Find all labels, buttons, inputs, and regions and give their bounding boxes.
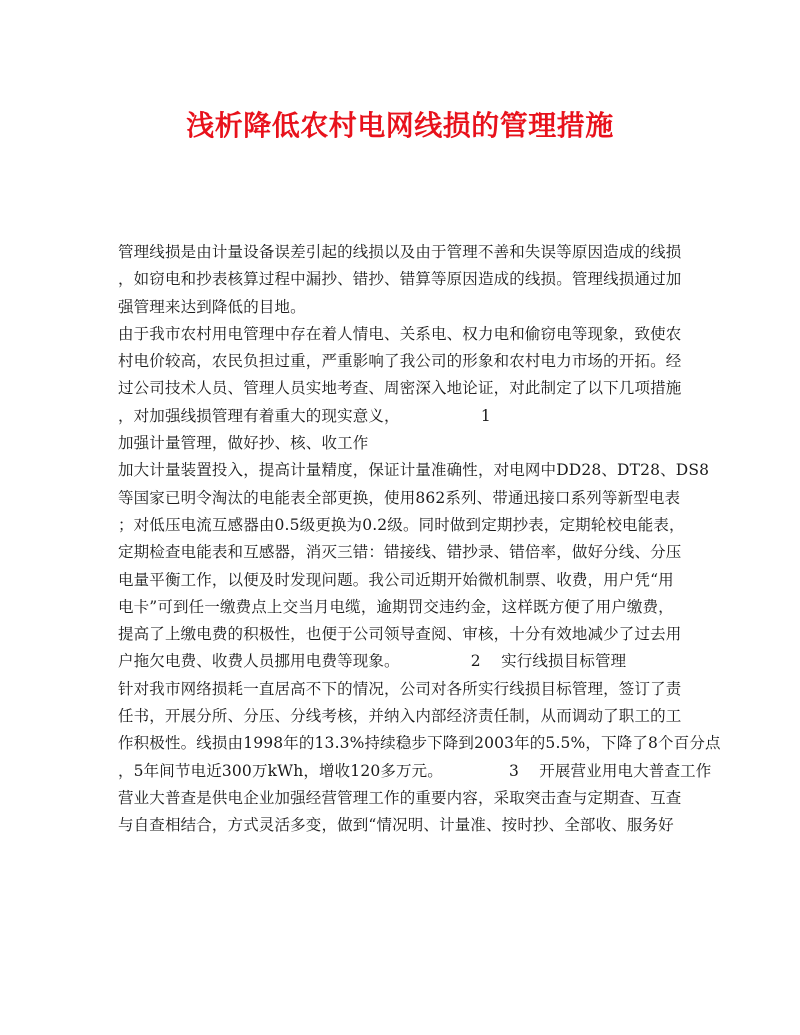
section-heading: 加强计量管理，做好抄、核、收工作: [118, 434, 369, 453]
body-line: 针对我市网络损耗一直居高不下的情况，公司对各所实行线损目标管理，签订了责: [118, 679, 682, 698]
body-line: 任书，开展分所、分压、分线考核，并纳入内部经济责任制，从而调动了职工的工: [118, 707, 682, 726]
body-line: ，5年间节电近300万kWh，增收120多万元。 3 开展营业用电大普查工作: [118, 761, 712, 780]
body-line: 管理线损是由计量设备误差引起的线损以及由于管理不善和失误等原因造成的线损: [118, 243, 682, 261]
body-line: 与自查相结合，方式灵活多变，做到“情况明、计量准、按时抄、全部收、服务好: [118, 816, 674, 835]
body-line: 过公司技术人员、管理人员实地考查、周密深入地论证，对此制定了以下几项措施: [118, 379, 682, 398]
page-title: 浅析降低农村电网线损的管理措施: [186, 109, 614, 142]
body-line: 加大计量装置投入，提高计量精度，保证计量准确性，对电网中DD28、DT28、DS8: [118, 461, 710, 480]
body-line: 营业大普查是供电企业加强经营管理工作的重要内容，采取突击查与定期查、互查: [118, 788, 682, 807]
body-line: 电量平衡工作，以便及时发现问题。我公司近期开始微机制票、收费，用户凭“用: [118, 570, 674, 589]
body-line: ；对低压电流互感器由0.5级更换为0.2级。同时做到定期抄表，定期轮校电能表，: [118, 515, 685, 534]
body-line: 村电价较高，农民负担过重，严重影响了我公司的形象和农村电力市场的开拓。经: [118, 352, 682, 371]
body-line: 户拖欠电费、收费人员挪用电费等现象。 2 实行线损目标管理: [118, 652, 627, 671]
body-line: ，如窃电和抄表核算过程中漏抄、错抄、错算等原因造成的线损。管理线损通过加: [118, 270, 682, 289]
body-line: ，对加强线损管理有着重大的现实意义， 1: [118, 406, 491, 425]
document-body: [118, 239, 721, 840]
body-line: 电卡”可到任一缴费点上交当月电缆，逾期罚交违约金，这样既方便了用户缴费，: [118, 597, 674, 616]
body-line: 等国家已明令淘汰的电能表全部更换，使用862系列、带通迅接口系列等新型电表: [118, 488, 681, 507]
body-line: 作积极性。线损由1998年的13.3%持续稳步下降到2003年的5.5%，下降了8个百分点: [118, 734, 721, 753]
body-line: 由于我市农村用电管理中存在着人情电、关系电、权力电和偷窃电等现象，致使农: [118, 324, 682, 343]
body-line: 强管理来达到降低的目地。: [118, 297, 306, 316]
body-line: 提高了上缴电费的积极性，也便于公司领导查阅、审核，十分有效地减少了过去用: [118, 625, 682, 644]
body-line: 定期检查电能表和互感器，消灭三错：错接线、错抄录、错倍率，做好分线、分压: [118, 543, 682, 562]
